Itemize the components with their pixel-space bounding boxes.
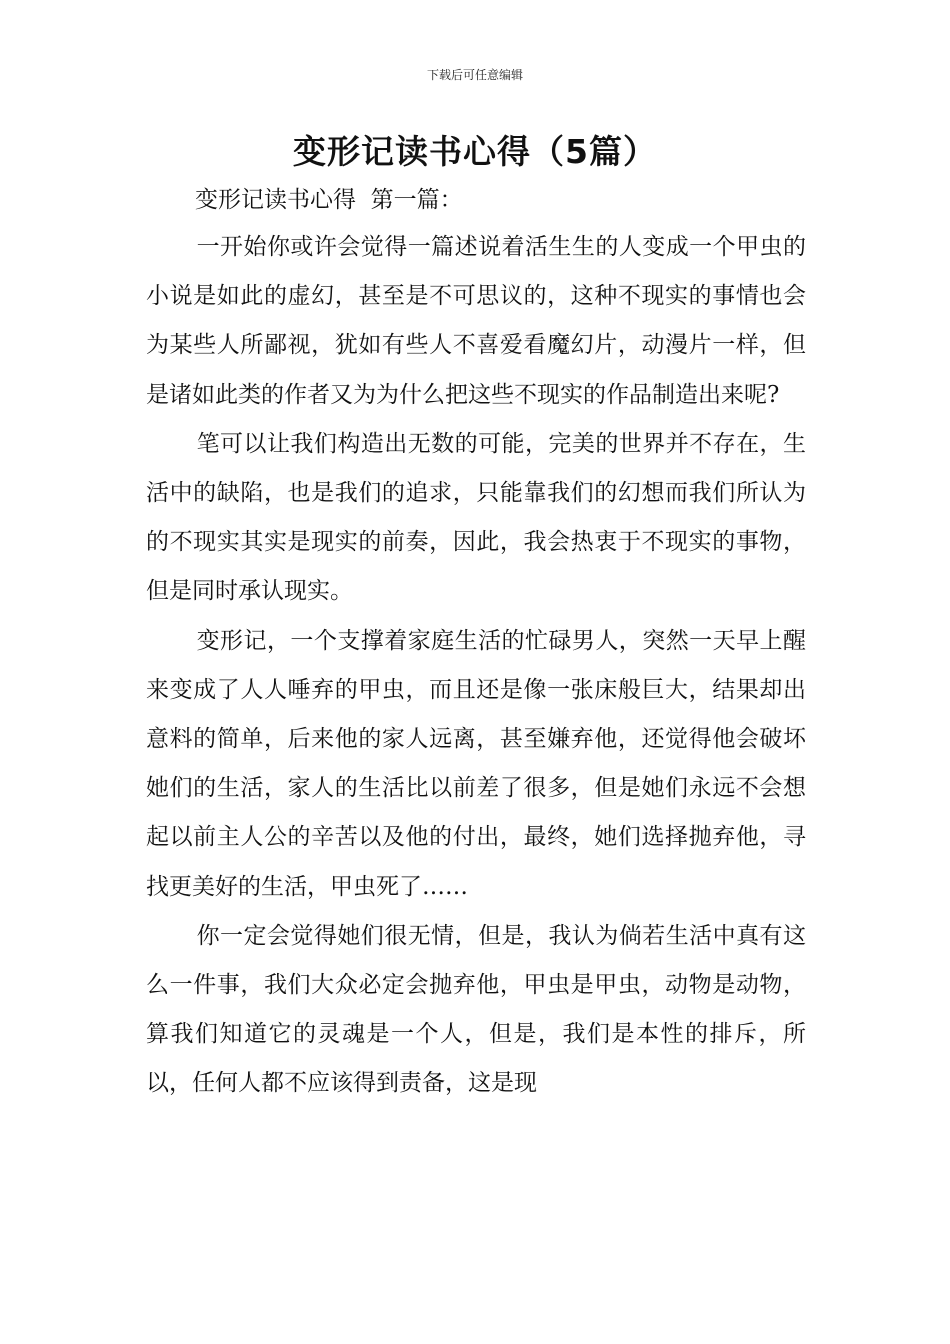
header-note: 下载后可任意编辑 xyxy=(426,68,523,82)
document-title: 变形记读书心得（5篇） xyxy=(293,132,657,171)
paragraph-4: 你一定会觉得她们很无情，但是，我认为倘若生活中真有这么一件事，我们大众必定会抛弃他，甲虫是甲虫，动物是动物，算我们知道它的灵魂是一个人，但是，我们是本性的排斥，所以，任何人都不应该得到责备，这是现 xyxy=(146,922,806,1097)
body-text xyxy=(146,223,806,1109)
paragraph-2: 笔可以让我们构造出无数的可能，完美的世界并不存在，生活中的缺陷，也是我们的追求，只能靠我们的幻想而我们所认为的不现实其实是现实的前奏，因此，我会热衷于不现实的事物，但是同时承认现实。 xyxy=(146,430,806,605)
paragraph-3: 变形记，一个支撑着家庭生活的忙碌男人，突然一天早上醒来变成了人人唾弃的甲虫，而且还是像一张床般巨大，结果却出意料的简单，后来他的家人远离，甚至嫌弃他，还觉得他会破坏她们的生活，家人的生活比以前差了很多，但是她们永远不会想起以前主人公的辛苦以及他的付出，最终，她们选择抛弃他，寻找更美好的生活，甲虫死了…… xyxy=(146,627,806,900)
paragraph-1: 一开始你或许会觉得一篇述说着活生生的人变成一个甲虫的小说是如此的虚幻，甚至是不可思议的，这种不现实的事情也会为某些人所鄙视，犹如有些人不喜爱看魔幻片，动漫片一样，但是诸如此类的作者又为为什么把这些不现实的作品制造出来呢? xyxy=(146,234,806,408)
section-heading: 变形记读书心得 第一篇： xyxy=(195,187,463,213)
